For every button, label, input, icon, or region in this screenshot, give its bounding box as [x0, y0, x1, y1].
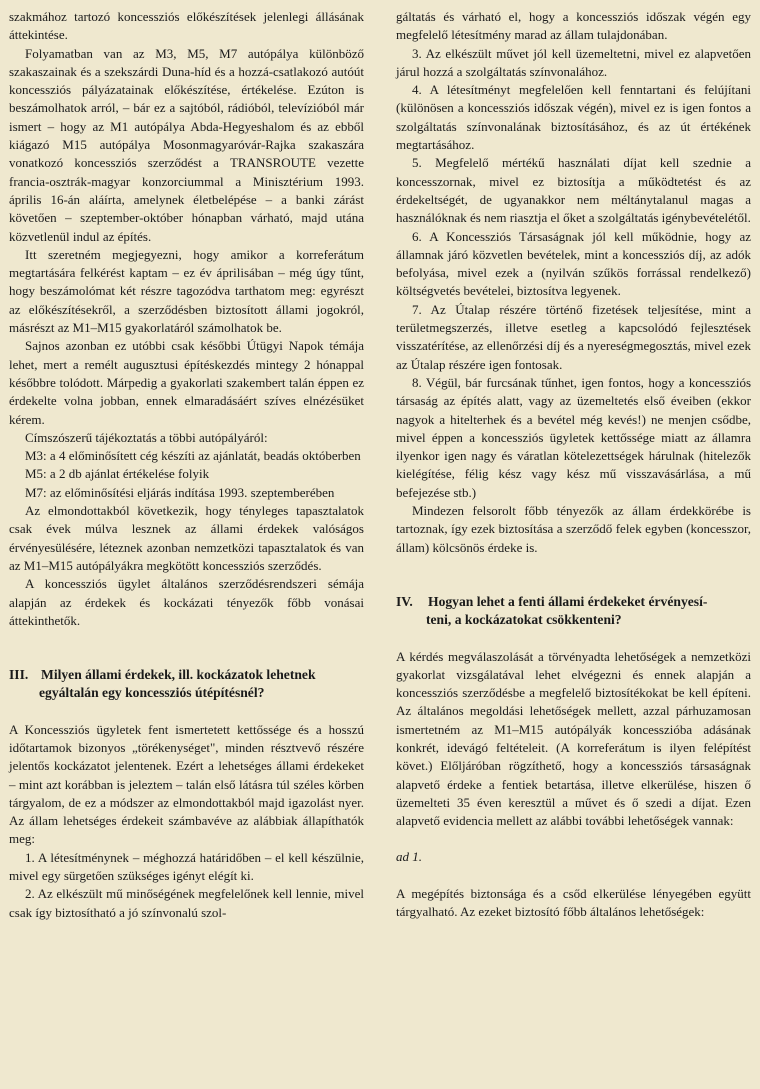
- paragraph: Sajnos azonban ez utóbbi csak későbbi Útügyi Napok témája lehet, mert a remélt augusztusi építéskezdés mintegy 2 hónappal későbbre tolódott. Márpedig a gyakorlati szakembert talán éppen ez érdekelte volna jobban, ennek elmaradásáért szíves elnézésüket kérem.: [9, 338, 364, 427]
- left-column: [9, 8, 364, 1089]
- section-title-cont: egyáltalán egy koncessziós útépítésnél?: [39, 685, 265, 701]
- paragraph: A kérdés megválaszolását a törvényadta lehetőségek a nemzetközi gyakorlat vizsgálatával lehet elvégezni és ennek alapján a koncessziós szerződésbe a megfelelő biztosítékokat be kell építeni. Az általános megoldási lehetőségek mellett, azzal párhuzamosan ismertetném az M1–M15 autópályák koncesszióba adásának konkrét, idevágó feltételeit. (A korreferátum is ilyen felépítést követ.) Előljáróban rögzíthető, hogy a koncessziós társaságnak alapvető érdeke a fentiek betartása, illetve elkerülése, hiszen ő üzemelteti 35 éven keresztül a művet és ő szedi a díjat. Ezen alapvető evidencia mellett az alábbi további lehetőségek vannak:: [396, 648, 751, 829]
- paragraph: Címszószerű tájékoztatás a többi autópályáról:: [25, 429, 268, 445]
- section-heading: [9, 666, 364, 703]
- list-item: M7: az előminősítési eljárás indítása 1993. szeptemberében: [25, 484, 335, 500]
- section-number: IV.: [396, 593, 413, 609]
- list-item: M3: a 4 előminősített cég készíti az ajánlatát, beadás októberben: [25, 448, 361, 464]
- section-number: III.: [9, 667, 29, 683]
- right-column: [396, 8, 751, 1089]
- list-item: 3. Az elkészült művet jól kell üzemeltetni, mivel ez alapvetően járul hozzá a szolgáltatás színvonalához.: [396, 45, 751, 79]
- list-item: 1. A létesítménynek – méghozzá határidőben – el kell készülnie, mivel egy sürgetően szükséges igényt elégít ki.: [9, 849, 364, 884]
- list-item: M5: a 2 db ajánlat értékelése folyik: [25, 466, 210, 482]
- list-item: 7. Az Útalap részére történő fizetések teljesítése, mint a területmegszerzés, illetve esetleg a kapcsolódó fejlesztések visszatérítése, az ellenőrzési díj és a nyereségmegosztás, mivel ezek az Útalap részére igen fontosak.: [396, 301, 751, 372]
- paragraph: gáltatás és várható el, hogy a koncessziós időszak végén egy megfelelő létesítmény marad az állam tulajdonában.: [396, 9, 751, 43]
- paragraph: Folyamatban van az M3, M5, M7 autópálya különböző szakaszainak és a szekszárdi Duna-híd és a hozzá-csatlakozó autóút koncessziós pályázatainak előkészítése, értékelése. Ezúton is beszámolhatok arról, – bár ez a sajtóból, rádióból, televízióból már ismert – hogy az M1 autópálya Abda-Hegyeshalom és az ebből kiágazó M15 autópálya Mosonmagyaróvár-Rajka szakaszára vonatkozó koncessziós szerződést a TRANSROUTE vezette francia-osztrák-magyar konzorciummal a Minisztérium 1993. április 16-án aláírta, amelynek életbelépése – a banki zárást követően – szeptember-október hónapban várható, majd utána közvetlenül indul az építés.: [9, 45, 364, 244]
- section-title-cont: teni, a kockázatokat csökkenteni?: [426, 612, 622, 628]
- list-item: 6. A Koncessziós Társaságnak jól kell működnie, hogy az államnak járó közvetlen bevételek, mint a koncessziós díj, az adók befolyása, mivel ezek a (nyilván szűkös forrással rendelkező) költségvetés bevételei, biztosítva legyenek.: [396, 228, 751, 299]
- paragraph: Itt szeretném megjegyezni, hogy amikor a korreferátum megtartására felkérést kaptam – ez év áprilisában – még úgy tűnt, hogy beszámolómat két részre tagozódva tarthatom meg: egyrészt az előkészítésekről, a szerződésben biztosított állami jogokról, másrészt az M1–M15 gyakorlatáról számolhatok be.: [9, 246, 364, 336]
- paragraph: A megépítés biztonsága és a csőd elkerülése lényegében együtt tárgyalható. Az ezeket biztosító főbb általános lehetőségek:: [396, 885, 751, 920]
- section-title: Milyen állami érdekek, ill. kockázatok lehetnek: [41, 667, 316, 683]
- list-item: 8. Végül, bár furcsának tűnhet, igen fontos, hogy a koncessziós társaság az építés alatt, vagy az üzemeltetés első éveiben (ekkor nagyok a hitelterhek és a bevétel még kevés!) ne menjen csődbe, mivel éppen a koncessziós ügyletek kettőssége miatt az államra ilyenkor igen nagy és váratlan kötelezettségek hárulnak (hitelezők kielégítése, félig kész vagy kész mű visszavásárlása, a mű befejezése stb.): [396, 374, 751, 500]
- list-item: 4. A létesítményt megfelelően kell fenntartani és felújítani (különösen a koncessziós időszak végén), mivel ez is igen fontos a szolgáltatás színvonalának biztosításához, és az út értékének megtartásához.: [396, 82, 751, 153]
- list-item: 2. Az elkészült mű minőségének megfelelőnek kell lennie, mivel csak így biztosítható a jó színvonalú szol-: [9, 886, 364, 920]
- section-heading: [396, 593, 751, 630]
- paragraph: A Koncessziós ügyletek fent ismertetett kettőssége és a hosszú időtartamok bizonyos „törékenységet", minden résztvevő részére jelentős kockázatot jelentenek. Ezért a lehetséges állami érdekeket – mint azt korábban is jeleztem – talán első látásra túl széles körben tárgyalom, de ez a módszer az elmondottakból majd igazolást nyer. Az állam lehetséges érdekeit számbavéve az alábbiak állapíthatók meg:: [9, 721, 364, 847]
- paragraph: Mindezen felsorolt főbb tényezők az állam érdekkörébe is tartoznak, így ezek biztosítása a szerződő felek egyben (koncesszor, állam) kölcsönös érdeke is.: [396, 503, 751, 555]
- paragraph: szakmához tartozó koncessziós előkészítések jelenlegi állásának áttekintése.: [9, 9, 364, 43]
- list-item: 5. Megfelelő mértékű használati díjat kell szednie a koncesszornak, mivel ez biztosítja a működtetést és az érdekeltségét, de ugyanakkor nem méltánytalanul magas a használóknak és nem riasztja el őket a szolgáltatás igénybevételétől.: [396, 155, 751, 226]
- paragraph: Az elmondottakból következik, hogy tényleges tapasztalatok csak évek múlva lesznek az állami érdekek valóságos érvényesülésére, léteznek azonban nemzetközi tapasztalatok és van az M1–M15 autópályákra megkötött koncessziós szerződés.: [9, 503, 364, 573]
- subsection-label: ad 1.: [396, 849, 422, 865]
- section-title: Hogyan lehet a fenti állami érdekeket érvényesí-: [428, 593, 708, 609]
- paragraph: A koncessziós ügylet általános szerződésrendszeri sémája alapján az érdekek és kockázati tényezők főbb vonásai áttekinthetők.: [9, 576, 364, 628]
